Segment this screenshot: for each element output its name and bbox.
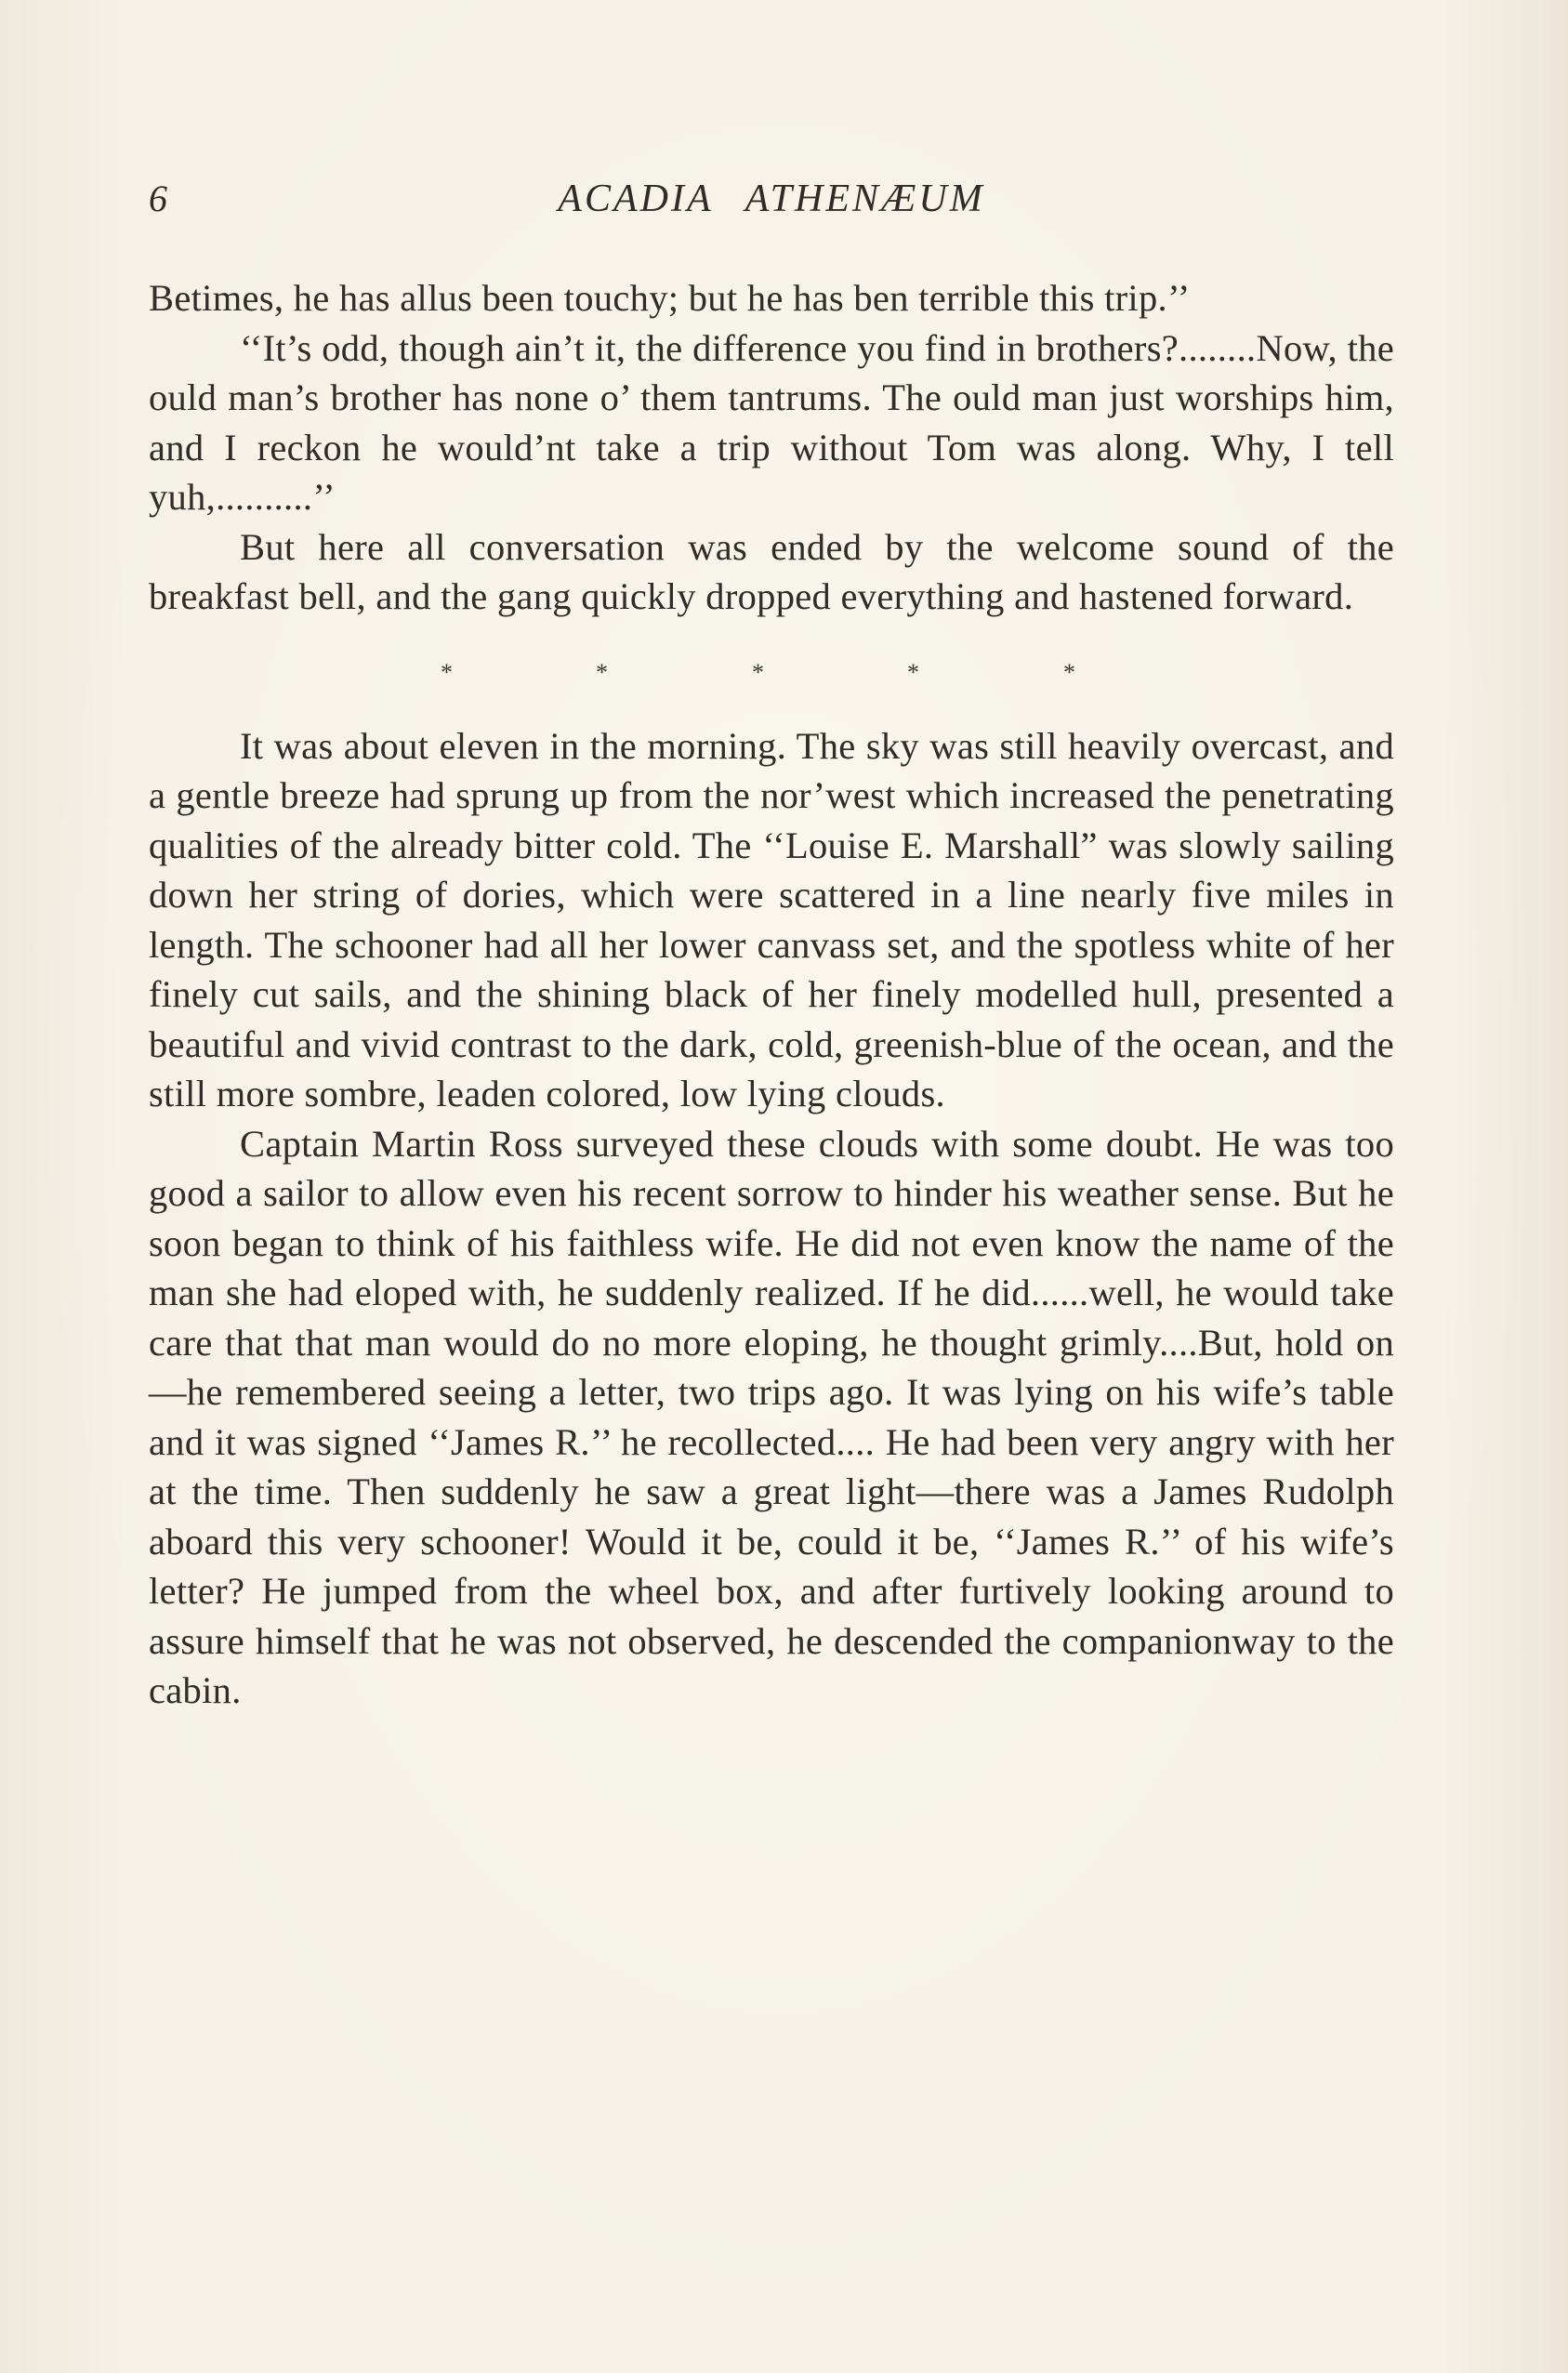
paragraph: Captain Martin Ross surveyed these clouds with some doubt. He was too good a sailor to allow even his recent sorrow to hinder his weather sense. But he soon began to think of his faithless wife. He did not even know the name of the man she had eloped with, he suddenly realized. If he did......well, he would take care that that man would do no more eloping, he thought grimly....But, hold on—he remembered seeing a letter, two trips ago. It was lying on his wife’s table and it was signed ‘‘James R.’’ he recollected.... He had been very angry with her at the time. Then suddenly he saw a great light—there was a James Rudolph aboard this very schooner! Would it be, could it be, ‘‘James R.’’ of his wife’s letter? He jumped from the wheel box, and after furtively looking around to assure himself that he was not observed, he descended the companionway to the cabin. [149,1122,1394,1711]
page-number: 6 [149,178,167,219]
journal-title: ACADIA ATHENÆUM [558,178,985,220]
asterisk: * [752,658,765,686]
article-body [149,273,1394,1716]
asterisk: * [1063,658,1076,686]
asterisk: * [441,658,454,686]
paragraph: ‘‘It’s odd, though ain’t it, the difference you find in brothers?........Now, the ould man’s brother has none o’ them tantrums. The ould man just worships him, and I reckon he would’nt take a trip without Tom was along. Why, I tell yuh,..........’’ [149,326,1394,518]
asterisk: * [907,658,920,686]
paragraph: It was about eleven in the morning. The sky was still heavily overcast, and a gentle breeze had sprung up from the nor’west which increased the penetrating qualities of the already bitter cold. The ‘‘Louise E. Marshall” was slowly sailing down her string of dories, which were scattered in a line nearly five miles in length. The schooner had all her lower canvass set, and the spotless white of her finely cut sails, and the shining black of her finely modelled hull, presented a beautiful and vivid contrast to the dark, cold, greenish-blue of the ocean, and the still more sombre, leaden colored, low lying clouds. [149,724,1394,1114]
paragraph: But here all conversation was ended by the welcome sound of the breakfast bell, and the gang quickly dropped everything and hastened forward. [149,525,1394,617]
running-head [149,177,1394,232]
asterisk: * [596,658,609,686]
paragraph-continued: Betimes, he has allus been touchy; but he has ben terrible this trip.’’ [149,277,1191,319]
section-separator [149,622,1394,721]
